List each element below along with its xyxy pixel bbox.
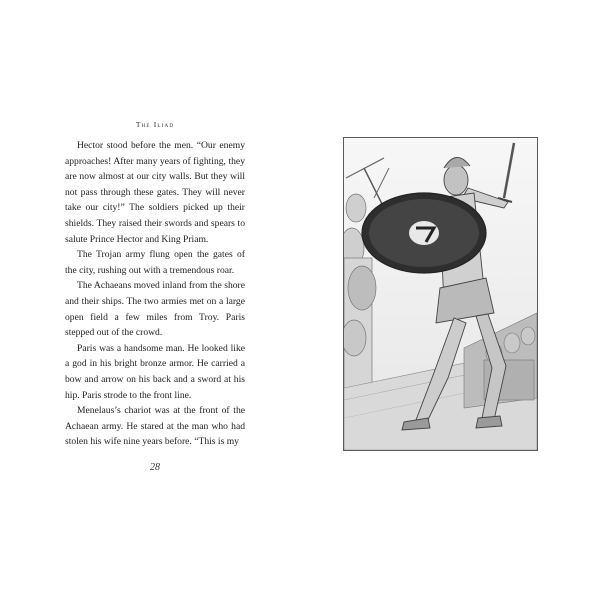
- page-number: 28: [150, 462, 160, 473]
- paragraph-3: The Achaeans moved inland from the shore and their ships. The two armies met on a large open field a few miles from Troy. Paris stepped out of the crowd.: [65, 280, 245, 339]
- paragraph-1: Hector stood before the men. “Our enemy approaches! After many years of fighting, they are now almost at our city walls. But they will not pass through these gates. They will never take our city!” The soldiers picked up their shields. They raised their swords and spears to salute Prince Hector and King Priam.: [65, 140, 245, 245]
- paragraph-5: Menelaus’s chariot was at the front of the Achaean army. He stared at the man who had stolen his wife nine years before. “This is my: [65, 405, 245, 448]
- paragraph-2: The Trojan army flung open the gates of the city, rushing out with a tremendous roar.: [65, 249, 245, 276]
- page-text: [65, 138, 245, 450]
- running-head: The Iliad: [135, 120, 175, 129]
- shield-icon: [362, 193, 486, 273]
- paragraph-4: Paris was a handsome man. He looked like a god in his bright bronze armor. He carried a bow and arrow on his back and a sword at his hip. Paris strode to the front line.: [65, 342, 245, 401]
- illustration: [343, 137, 538, 451]
- warrior-illustration: [344, 138, 537, 450]
